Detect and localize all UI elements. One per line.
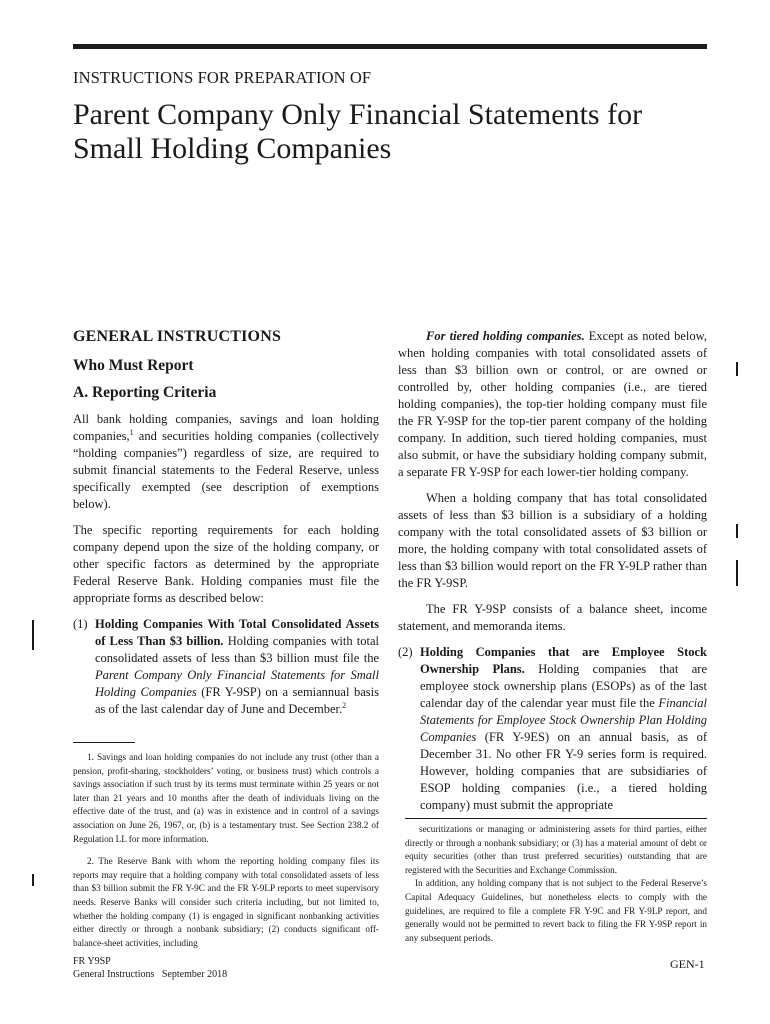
footnote-continuation [405, 818, 707, 945]
paragraph: For tiered holding companies. Except as noted below, when holding companies with total consolidated assets of less than $3 billion own or control, or are owned or controlled by, other holding companies (i.e., are tiered holding companies), the top-tier holding company must file the FR Y-9SP for the top-tier parent company of the holding company. In addition, such tiered holding companies, must also submit, or have the subsidiary holding company submit, a separate FR Y-9SP for each lower-tier holding company. [398, 329, 707, 479]
document-title [73, 98, 642, 166]
paragraph: All bank holding companies, savings and loan holding companies,$^1$ and securities holding companies (collectively “holding companies”) regardless of size, are required to submit financial statements to the Federal Reserve, unless specifically exempted (see description of exemptions below). [73, 412, 379, 511]
list-number: (2) [398, 645, 413, 659]
paragraph: The specific reporting requirements for each holding company depend upon the size of the holding company, or other specific factors as determined by the appropriate Federal Reserve Bank. Holding companies must file the appropriate forms as described below: [73, 523, 379, 605]
change-bar [736, 560, 738, 586]
footnote-2-addendum: In addition, any holding company that is not subject to the Federal Reserve’s Capital Adequacy Guidelines, but nonetheless elects to comply with the guidelines, are required to file a complete FR Y-9C and FR Y-9LP report, and generally would not be permitted to revert back to filing the FR Y-9SP report in any subsequent periods. [405, 878, 707, 943]
change-bar [736, 362, 738, 376]
section-heading: GENERAL INSTRUCTIONS [73, 328, 282, 345]
footnote-1: 1. Savings and loan holding companies do not include any trust (other than a pension, profit-sharing, stockholders’ voting, or business trust) which controls a savings association if such trust by its terms must terminate within 25 years or not later than 21 years and 10 months after the death of individuals living on the effective date of the trust, and (a) was in existence and in control of a savings association on June 26, 1967, or, (b) is a testamentary trust. See Section 238.2 of Regulation LL for more information. [73, 752, 379, 844]
page-number: GEN-1 [670, 957, 705, 971]
change-bar [32, 620, 34, 650]
footnotes [73, 751, 379, 950]
footnote-ref-2: 2 [342, 700, 347, 710]
list-item-2: (2) Holding Companies that are Employee Stock Ownership Plans. Holding companies that are employee stock ownership plans (ESOPs) as of the last calendar day of the calendar year must file the Financial Statements for Employee Stock Ownership Plan Holding Companies (FR Y-9ES) on an annual basis, as of December 31. No other FR Y-9 series form is required. However, holding companies that are subsidiaries of ESOP holding companies (i.e., a tiered holding company) must submit the appropriate [398, 645, 708, 812]
title-line-2: Small Holding Companies [73, 132, 392, 165]
footer-section-date: General Instructions September 2018 [73, 969, 228, 980]
who-must-report-heading: Who Must Report [73, 357, 194, 374]
footer-form: FR Y9SP [73, 956, 111, 967]
document-kicker: INSTRUCTIONS FOR PREPARATION OF [73, 68, 372, 87]
paragraph: When a holding company that has total consolidated assets of less than $3 billion is a subsidiary of a holding company with the total consolidated assets of $3 billion or more, the holding company with total consolidated assets of less than $3 billion would report on the FR Y-9LP rather than the FR Y-9SP. [398, 491, 707, 590]
paragraph: The FR Y-9SP consists of a balance sheet, income statement, and memoranda items. [398, 602, 707, 633]
change-bar [32, 874, 34, 886]
footnote-ref-1: 1 [129, 427, 134, 437]
left-column [73, 328, 379, 959]
footer-left [73, 955, 227, 981]
reporting-criteria-heading: A. Reporting Criteria [73, 384, 217, 401]
list-item-1: (1) Holding Companies With Total Consolidated Assets of Less Than $3 billion. Holding companies with total consolidated assets of less than $3 billion must file the Parent Company Only Financial Statements for Small Holding Companies (FR Y-9SP) on a semiannual basis as of the last calendar day of June and December.$^2$ [73, 617, 379, 716]
footnote-2: 2. The Reserve Bank with whom the reporting holding company files its reports may require that a holding company with total consolidated assets of less than $3 billion submit the FR Y-9C and the FR Y-9LP reports to meet supervisory needs. Reserve Banks will consider such criteria including, but not limited to, whether the holding company (1) is engaged in significant nonbanking activities either directly or through a nonbank subsidiary; (2) conducts significant off-balance-sheet activities, including [73, 856, 379, 948]
footnote-rule [405, 818, 707, 819]
title-line-1: Parent Company Only Financial Statements for [73, 98, 643, 131]
change-bar [736, 524, 738, 538]
right-column [398, 328, 707, 823]
list-number: (1) [73, 617, 88, 631]
top-rule [73, 44, 707, 49]
footnote-rule [73, 742, 135, 743]
footnote-2-continued: securitizations or managing or administering assets for third parties, either directly or through a nonbank subsidiary; or (3) has a material amount of debt or equity securities (other than trust preferred securities) outstanding that are registered with the Securities and Exchange Commission. [405, 824, 707, 875]
